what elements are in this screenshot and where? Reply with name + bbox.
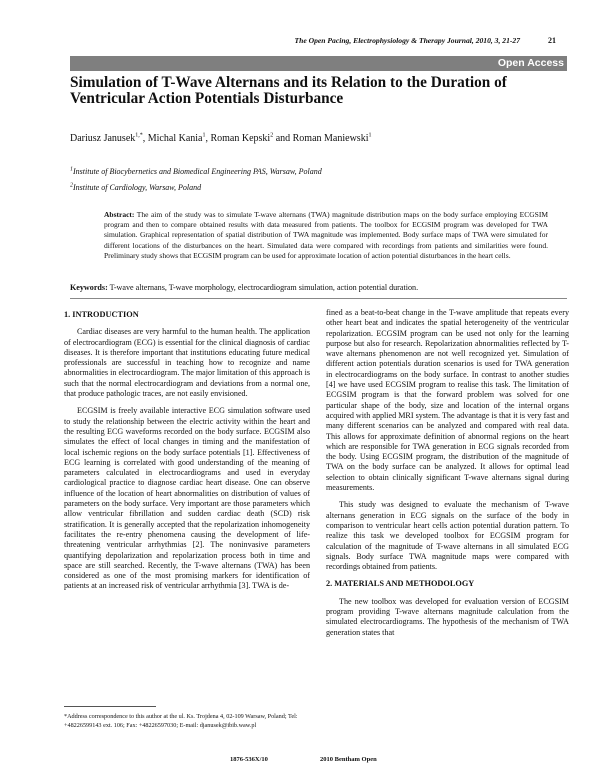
left-column xyxy=(64,310,310,599)
author-mark: 1,* xyxy=(135,132,143,139)
footnote-rule xyxy=(64,706,156,707)
article-title: Simulation of T-Wave Alternans and its Relation to the Duration of Ventricular Action Potentials Disturbance xyxy=(70,74,507,107)
author-separator: , xyxy=(205,133,211,144)
affiliation-mark: 1 xyxy=(70,166,73,173)
author-name: Roman Kepski xyxy=(210,133,271,144)
author-separator: and xyxy=(273,133,293,144)
author-name: Michal Kania xyxy=(147,133,203,144)
publisher: 2010 Bentham Open xyxy=(320,756,377,763)
author-name: Dariusz Janusek xyxy=(70,133,136,144)
body-paragraph: The new toolbox was developed for evaluation version of ECGSIM program providing T-wave alternans magnitude calculation from the simulated electrocardiograms. The hypothesis of the mechanism of TWA generation states that xyxy=(326,596,569,637)
abstract xyxy=(104,210,548,261)
affiliation-text: Institute of Cardiology, Warsaw, Poland xyxy=(73,183,202,192)
section-heading: 2. MATERIALS AND METHODOLOGY xyxy=(326,579,475,589)
author-mark: 1 xyxy=(202,132,206,139)
issn: 1876-536X/10 xyxy=(230,756,268,763)
author-separator: , xyxy=(142,133,148,144)
section-divider xyxy=(70,298,567,299)
keywords xyxy=(70,283,570,292)
open-access-banner xyxy=(70,56,567,71)
body-paragraph: Cardiac diseases are very harmful to the human health. The application of electrocardiogram (ECG) is essential for the clinical diagnosis of cardiac diseases. It is therefore important that institutions educating future medical professionals are successful in teaching how to recognize and name abnormalities in electrocardiogram. The major limitation of this approach is such that the normal electrocardiogram and deviations from a normal one, that produce pathologic traces, are not easily envisioned. xyxy=(64,327,310,399)
body-paragraph: This study was designed to evaluate the mechanism of T-wave alternans generation in ECG signals on the surface of the body in comparison to ventricular heart cells action potential duration pattern. To realize this task we developed toolbox for ECGSIM program for calculation of the magnitude of T-wave alternans in all simulated ECG signals. Body surface TWA magnitude maps were compared with recordings obtained from patients. xyxy=(326,500,569,572)
affiliation xyxy=(70,167,570,176)
affiliation xyxy=(70,183,570,192)
keywords-label: Keywords: xyxy=(70,283,108,292)
page-number: 21 xyxy=(548,36,556,45)
open-access-label: Open Access xyxy=(497,57,564,69)
body-paragraph: fined as a beat-to-beat change in the T-wave amplitude that repeats every other heart beat and indicates the spatial heterogeneity of the ventricular repolarization. ECGSIM program can be used not only for the learning purpose but also for research. Repolarization abnormalities reflected by T-wave alternans phenomenon are not well recognized yet. Simulation of different action potentials duration scenarios is used for TWA generation in electrocardiograms on the body surface. In contrast to another studies [4] we have used ECGSIM program to realise this task. The limitation of ECGSIM program is that the forward problem was solved for one particular shape of the body, size and location of the internal organs acquired with applied MRI system. The advantage is that it is very fast and many different scenarios can be analyzed and compared with real data. This allows for approximate definition of abnormal regions on the heart which are responsible for TWA generation in ECG signals recorded from the body. Using ECGSIM program, the distribution of the magnitude of TWA on the body surface can be analyzed. It allows for optimal lead selection to obtain clinically significant T-wave alternans signal during measurements. xyxy=(326,308,569,493)
right-column xyxy=(326,308,569,645)
author-mark: 2 xyxy=(270,132,274,139)
body-paragraph: ECGSIM is freely available interactive ECG simulation software used to study the relationship between the electric activity within the heart and the resulting ECG waveforms recorded on the body surface. ECGSIM also simulates the effect of local changes in timing and the manifestation of local ischemic regions on the body surface potentials [1]. Effectiveness of ECG learning is correlated with good understanding of the meaning of parameters calculated in electrocardiograms and used in everyday cardiological practice to diagnose cardiac heart disease. One can observe influence of the location of heart abnormalities on distribution of values of parameters on the body surface. Very important are those parameters which allow ventricular fibrillation and sudden cardiac death (SCD) risk stratification. It is generally accepted that the repolarization inhomogeneity facilitates the re-entry phenomena causing the development of life-threatening ventricular arrhythmias [2]. The noninvasive parameters quantifying depolarization and repolarization process both in time and space are still searched. Recently, the T-wave alternans (TWA) has been considered as one of the most promising markers for identification of patients at an increased risk of ventricular arrhythmia [3]. TWA is de- xyxy=(64,406,310,591)
keywords-text: T-wave alternans, T-wave morphology, electrocardiogram simulation, action potential duration. xyxy=(107,283,419,292)
author-list xyxy=(70,133,570,144)
author-name: Roman Maniewski xyxy=(292,133,369,144)
affiliation-text: Institute of Biocybernetics and Biomedical Engineering PAS, Warsaw, Poland xyxy=(73,167,322,176)
section-heading: 1. INTRODUCTION xyxy=(64,310,139,319)
abstract-text: The aim of the study was to simulate T-wave alternans (TWA) magnitude distribution maps on the body surface employing ECGSIM program and then to compare obtained results with data measured from patients. The toolbox for ECGSIM program was developed for TWA simulation. Graphical representation of spatial distribution of TWA magnitude was implemented. Body surface maps of TWA were simulated for different locations of the disturbances on the heart. Simulated data were compared with recordings from patients and similarities were found. Preliminary study shows that ECGSIM program can be used for approximate location of action potential disturbances in the heart cells. xyxy=(104,210,548,260)
author-mark: 1 xyxy=(368,132,372,139)
abstract-label: Abstract: xyxy=(104,210,135,219)
journal-header: The Open Pacing, Electrophysiology & Therapy Journal, 2010, 3, 21-27 xyxy=(294,36,520,45)
affiliation-mark: 2 xyxy=(70,182,73,189)
correspondence-footnote: *Address correspondence to this author at the ul. Ks. Trojdena 4, 02-109 Warsaw, Poland; Tel: +48226599143 ext. 106; Fax: +48226597030; E-mail: djanusek@ibib.waw.pl xyxy=(64,713,298,729)
